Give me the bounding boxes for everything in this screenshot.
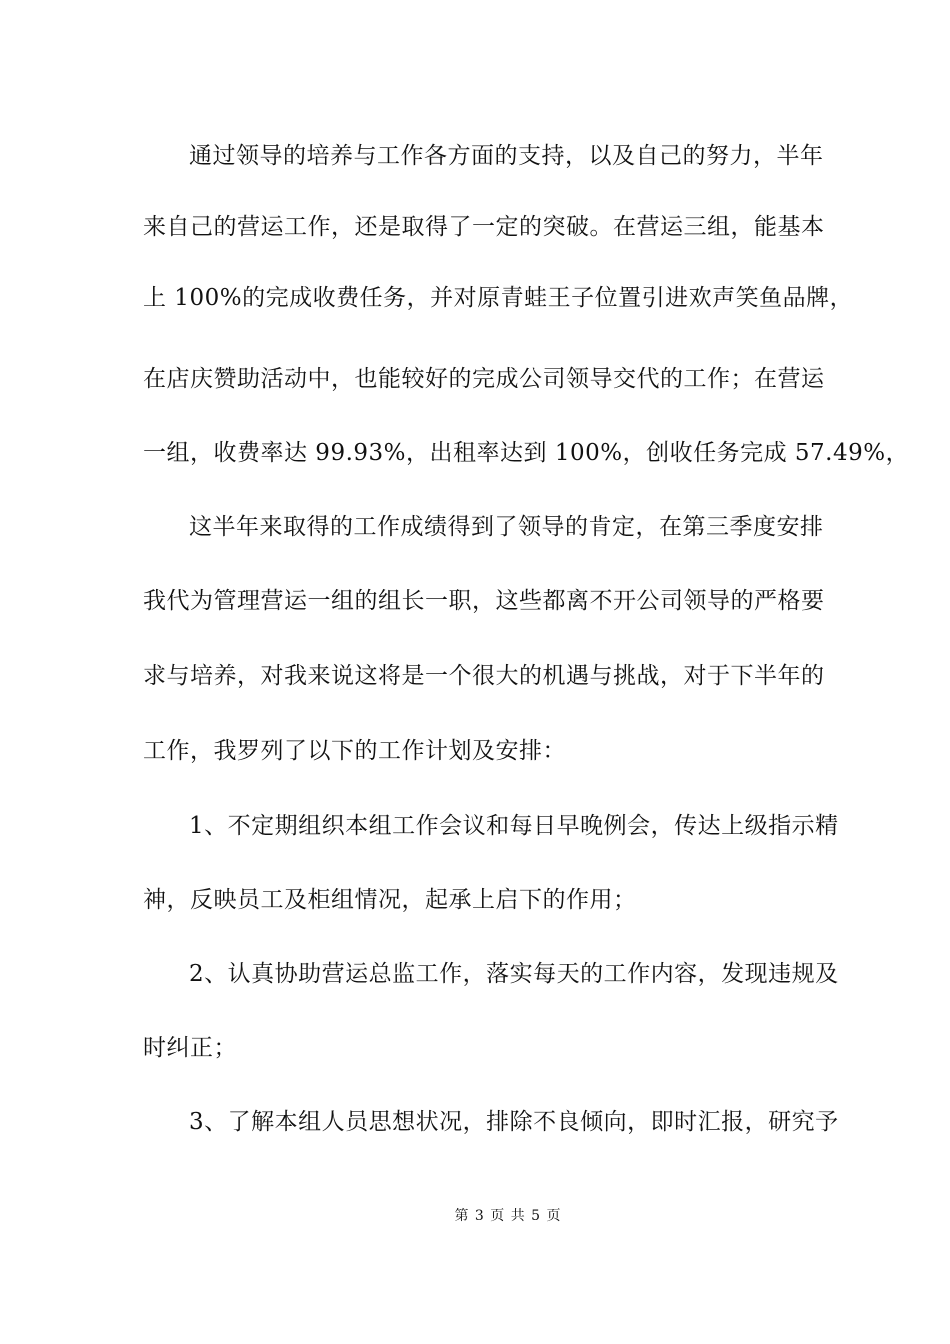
list-item-3-line-1: 3、了解本组人员思想状况，排除不良倾向，即时汇报，研究予 bbox=[189, 1109, 839, 1135]
paragraph-1-line-4: 在店庆赞助活动中，也能较好的完成公司领导交代的工作；在营运 bbox=[143, 366, 825, 392]
page-number-footer: 第 3 页 共 5 页 bbox=[454, 1208, 562, 1224]
list-item-1-line-1: 1、不定期组织本组工作会议和每日早晚例会，传达上级指示精 bbox=[189, 813, 839, 839]
list-item-2-line-1: 2、认真协助营运总监工作，落实每天的工作内容，发现违规及 bbox=[189, 961, 839, 987]
paragraph-2-line-1: 这半年来取得的工作成绩得到了领导的肯定，在第三季度安排 bbox=[189, 514, 824, 540]
paragraph-2-line-2: 我代为管理营运一组的组长一职，这些都离不开公司领导的严格要 bbox=[143, 588, 825, 614]
paragraph-1-line-3: 上 100%的完成收费任务，并对原青蛙王子位置引进欢声笑鱼品牌， bbox=[143, 285, 854, 311]
list-item-1-line-2: 神，反映员工及柜组情况，起承上启下的作用； bbox=[143, 887, 637, 913]
paragraph-1-line-1: 通过领导的培养与工作各方面的支持，以及自己的努力，半年 bbox=[189, 143, 824, 169]
list-item-2-line-2: 时纠正； bbox=[143, 1035, 237, 1061]
paragraph-1-line-5: 一组，收费率达 99.93%，出租率达到 100%，创收任务完成 57.49%， bbox=[143, 440, 910, 466]
paragraph-2-line-3: 求与培养，对我来说这将是一个很大的机遇与挑战，对于下半年的 bbox=[143, 663, 825, 689]
paragraph-2-line-4: 工作，我罗列了以下的工作计划及安排： bbox=[143, 738, 566, 764]
paragraph-1-line-2: 来自己的营运工作，还是取得了一定的突破。在营运三组，能基本 bbox=[143, 214, 825, 240]
